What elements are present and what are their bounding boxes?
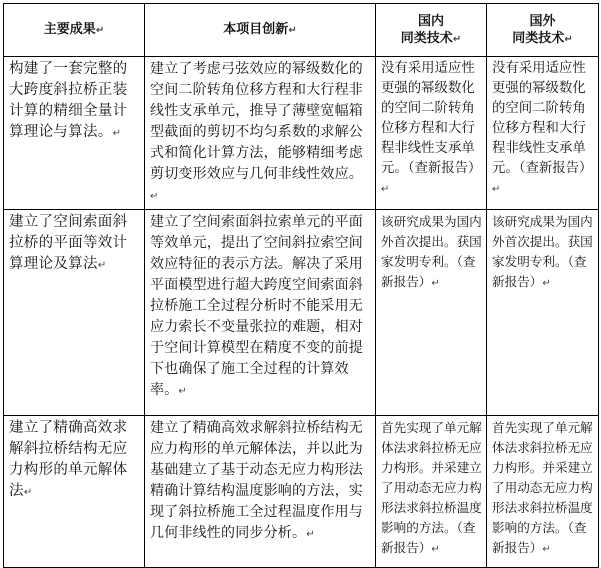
foreign-text: 该研究成果为国内外首次提出。获国家发明专利。（查新报告） <box>492 214 593 289</box>
header-innovation-label: 本项目创新 <box>223 22 289 37</box>
result-text: 建立了空间索面斜拉桥的平面等效计算理论及算法 <box>9 214 128 272</box>
innovation-text: 建立了精确高效求解斜拉桥结构无应力构形的单元解体法，并以此为基础建立了基于动态无应力构形法精确计算结构温度影响的方法，实现了斜拉桥施工全过程温度作用与几何非线性的同步分析。 <box>150 420 363 541</box>
header-foreign <box>487 4 599 57</box>
comparison-table <box>3 3 599 568</box>
paragraph-mark: ↵ <box>112 128 122 139</box>
paragraph-mark: ↵ <box>431 544 440 555</box>
paragraph-mark: ↵ <box>492 184 501 195</box>
header-innovation <box>145 4 376 57</box>
header-foreign-line2-wrap <box>489 30 596 48</box>
domestic-cell <box>376 416 487 568</box>
foreign-text: 没有采用适应性更强的幂级数化的空间二阶转角位移方程和大行程非线性支承单元。（查新报告） <box>492 61 593 176</box>
foreign-text: 首先实现了单元解体法求斜拉桥无应力构形。并采建立了用动态无应力构形法求斜拉桥温度影响的方法。（查新报告） <box>492 420 593 555</box>
paragraph-mark: ↵ <box>306 529 315 540</box>
paragraph-mark: ↵ <box>542 278 551 289</box>
header-domestic-line2: 同类技术 <box>400 30 453 46</box>
header-main-results-label: 主要成果 <box>43 22 96 37</box>
innovation-cell <box>145 416 376 568</box>
innovation-text: 建立了空间索面斜拉索单元的平面等效单元，提出了空间斜拉索空间效应特征的表示方法。解决了采用平面模型进行超大跨度空间索面斜拉桥施工全过程分析时不能采用无应力索长不变量张拉的难题，相对于空间计算模型在精度不变的前提下也确保了施工全过程的计算效率。 <box>150 214 363 398</box>
foreign-cell <box>487 210 599 416</box>
domestic-text: 没有采用适应性更强的幂级数化的空间二阶转角位移方程和大行程非线性支承单元。（查新报告） <box>381 61 482 176</box>
result-text: 建立了精确高效求解斜拉桥结构无应力构形的单元解体法 <box>9 420 128 499</box>
paragraph-mark: ↵ <box>95 25 105 36</box>
header-main-results <box>4 4 145 57</box>
result-cell <box>4 416 145 568</box>
header-domestic-line2-wrap <box>378 30 484 48</box>
paragraph-mark: ↵ <box>564 33 573 45</box>
result-text: 构建了一套完整的大跨度斜拉桥正装计算的精细全量计算理论与算法。 <box>9 61 128 140</box>
result-cell <box>4 210 145 416</box>
paragraph-mark: ↵ <box>97 260 107 271</box>
paragraph-mark: ↵ <box>178 386 187 397</box>
header-domestic <box>376 4 487 57</box>
header-foreign-line2: 同类技术 <box>512 30 565 46</box>
innovation-text: 建立了考虑弓弦效应的幂级数化的空间二阶转角位移方程和大行程非线性支承单元，推导了薄壁宽幅箱型截面的剪切不均匀系数的求解公式和简化计算方法，能够精细考虑剪切变形效应与几何非线性效应。 <box>150 61 363 182</box>
header-domestic-line1: 国内 <box>417 13 444 29</box>
header-row <box>4 4 599 57</box>
paragraph-mark: ↵ <box>288 25 297 36</box>
paragraph-mark: ↵ <box>150 191 159 202</box>
paragraph-mark: ↵ <box>542 544 551 555</box>
innovation-cell <box>145 210 376 416</box>
table-row <box>4 416 599 568</box>
domestic-text: 该研究成果为国内外首次提出。获国家发明专利。（查新报告） <box>381 214 482 289</box>
foreign-cell <box>487 57 599 210</box>
foreign-cell <box>487 416 599 568</box>
table-row <box>4 210 599 416</box>
paragraph-mark: ↵ <box>381 184 390 195</box>
result-cell <box>4 57 145 210</box>
paragraph-mark: ↵ <box>23 487 33 498</box>
paragraph-mark: ↵ <box>431 278 440 289</box>
header-foreign-line1: 国外 <box>529 13 556 29</box>
paragraph-mark: ↵ <box>452 33 462 45</box>
domestic-cell <box>376 210 487 416</box>
innovation-cell <box>145 57 376 210</box>
domestic-text: 首先实现了单元解体法求斜拉桥无应力构形。并采建立了用动态无应力构形法求斜拉桥温度影响的方法。（查新报告） <box>381 420 482 555</box>
table-row <box>4 57 599 210</box>
domestic-cell <box>376 57 487 210</box>
